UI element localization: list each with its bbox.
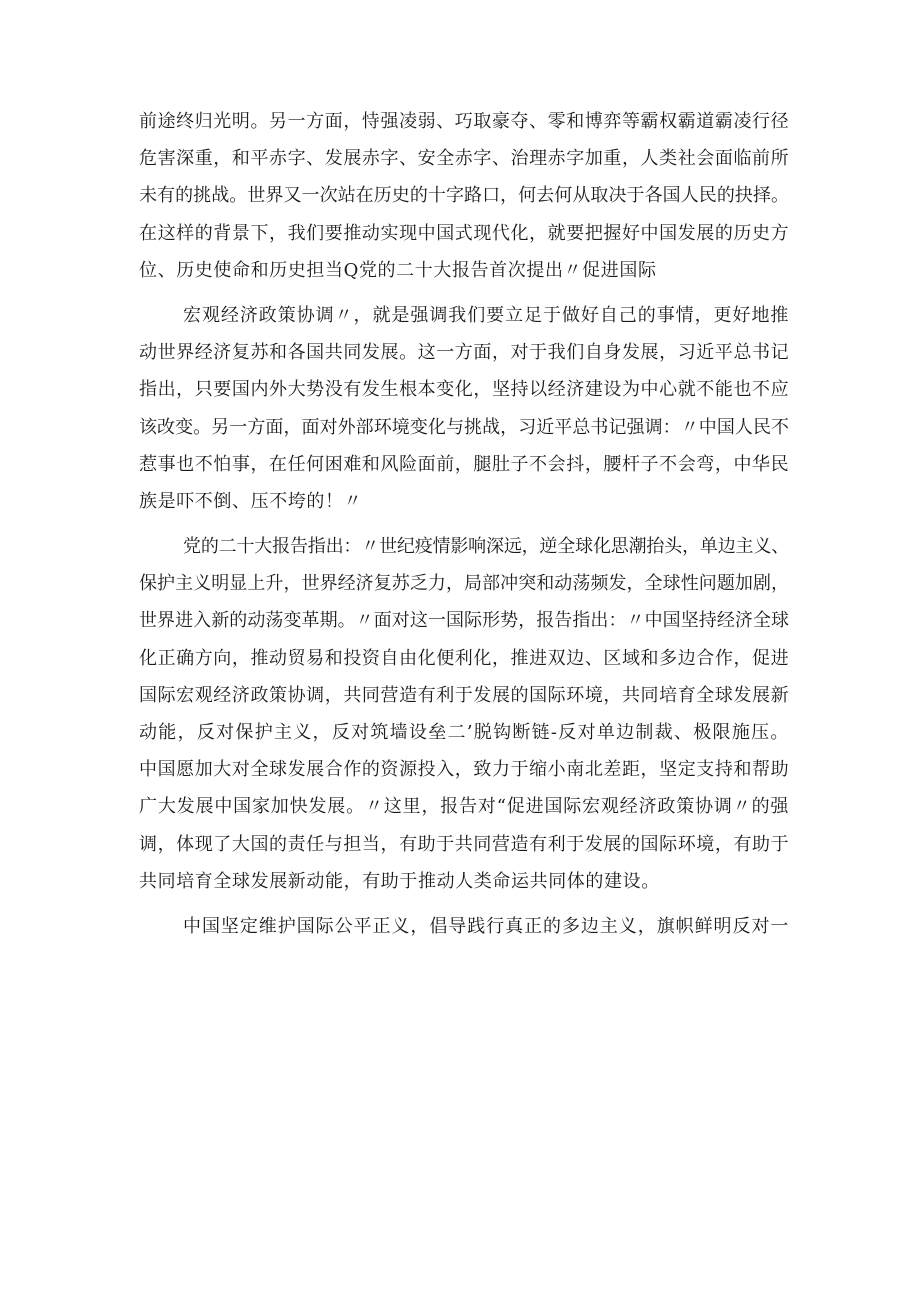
text-line: 位、历史使命和历史担当Q党的二十大报告首次提出〃促进国际 — [139, 259, 657, 281]
text-line: 指出，只要国内外大势没有发生根本变化，坚持以经济建设为中心就不能也不应 — [139, 379, 789, 401]
text-line: 动世界经济复苏和各国共同发展。这一方面，对于我们自身发展，习近平总书记 — [139, 342, 789, 364]
text-line: 保护主义明显上升，世界经济复苏乏力，局部冲突和动荡频发，全球性问题加剧， — [139, 573, 789, 595]
text-line: 族是吓不倒、压不垮的！〃 — [139, 490, 363, 512]
text-line: 世界进入新的动荡变革期。〃面对这一国际形势，报告指出：〃中国坚持经济全球 — [139, 610, 789, 632]
text-line: 前途终归光明。另一方面，恃强凌弱、巧取豪夺、零和博弈等霸权霸道霸凌行径 — [139, 111, 789, 132]
paragraph-2 — [139, 302, 789, 516]
text-line: 危害深重，和平赤字、发展赤字、安全赤字、治理赤字加重，人类社会面临前所 — [139, 148, 789, 170]
text-line: 动能，反对保护主义，反对筑墙设垒二’脱钩断链-反对单边制裁、极限施压。 — [139, 722, 789, 743]
paragraph-1 — [139, 108, 789, 285]
text-line: 中国坚定维护国际公平正义，倡导践行真正的多边主义，旗帜鲜明反对一 — [183, 915, 789, 937]
text-line: 该改变。另一方面，面对外部环境变化与挑战，习近平总书记强调：〃中国人民不 — [139, 416, 789, 438]
text-line: 惹事也不怕事，在任何困难和风险面前，腿肚子不会抖，腰杆子不会弯，中华民 — [139, 453, 789, 475]
text-line: 广大发展中国家加快发展。〃这里，报告对“促进国际宏观经济政策协调〃的强 — [139, 796, 789, 818]
paragraph-3 — [139, 533, 789, 896]
text-line: 未有的挑战。世界又一次站在历史的十字路口，何去何从取决于各国人民的抉择。 — [139, 185, 789, 207]
text-line: 党的二十大报告指出：〃世纪疫情影响深远，逆全球化思潮抬头，单边主义、 — [183, 536, 789, 558]
document-page — [139, 108, 789, 950]
text-line: 调，体现了大国的责任与担当，有助于共同营造有利于发展的国际环境，有助于 — [139, 833, 789, 855]
text-line: 国际宏观经济政策协调，共同营造有利于发展的国际环境，共同培育全球发展新 — [139, 684, 789, 706]
text-line: 化正确方向，推动贸易和投资自由化便利化，推进双边、区域和多边合作，促进 — [139, 647, 789, 669]
text-line: 宏观经济政策协调〃，就是强调我们要立足于做好自己的事情，更好地推 — [183, 304, 789, 326]
text-line: 共同培育全球发展新动能，有助于推动人类命运共同体的建设。 — [139, 870, 660, 892]
text-line: 中国愿加大对全球发展合作的资源投入，致力于缩小南北差距，坚定支持和帮助 — [139, 759, 789, 781]
text-line: 在这样的背景下，我们要推动实现中国式现代化，就要把握好中国发展的历史方 — [139, 222, 789, 244]
paragraph-4 — [139, 913, 789, 941]
